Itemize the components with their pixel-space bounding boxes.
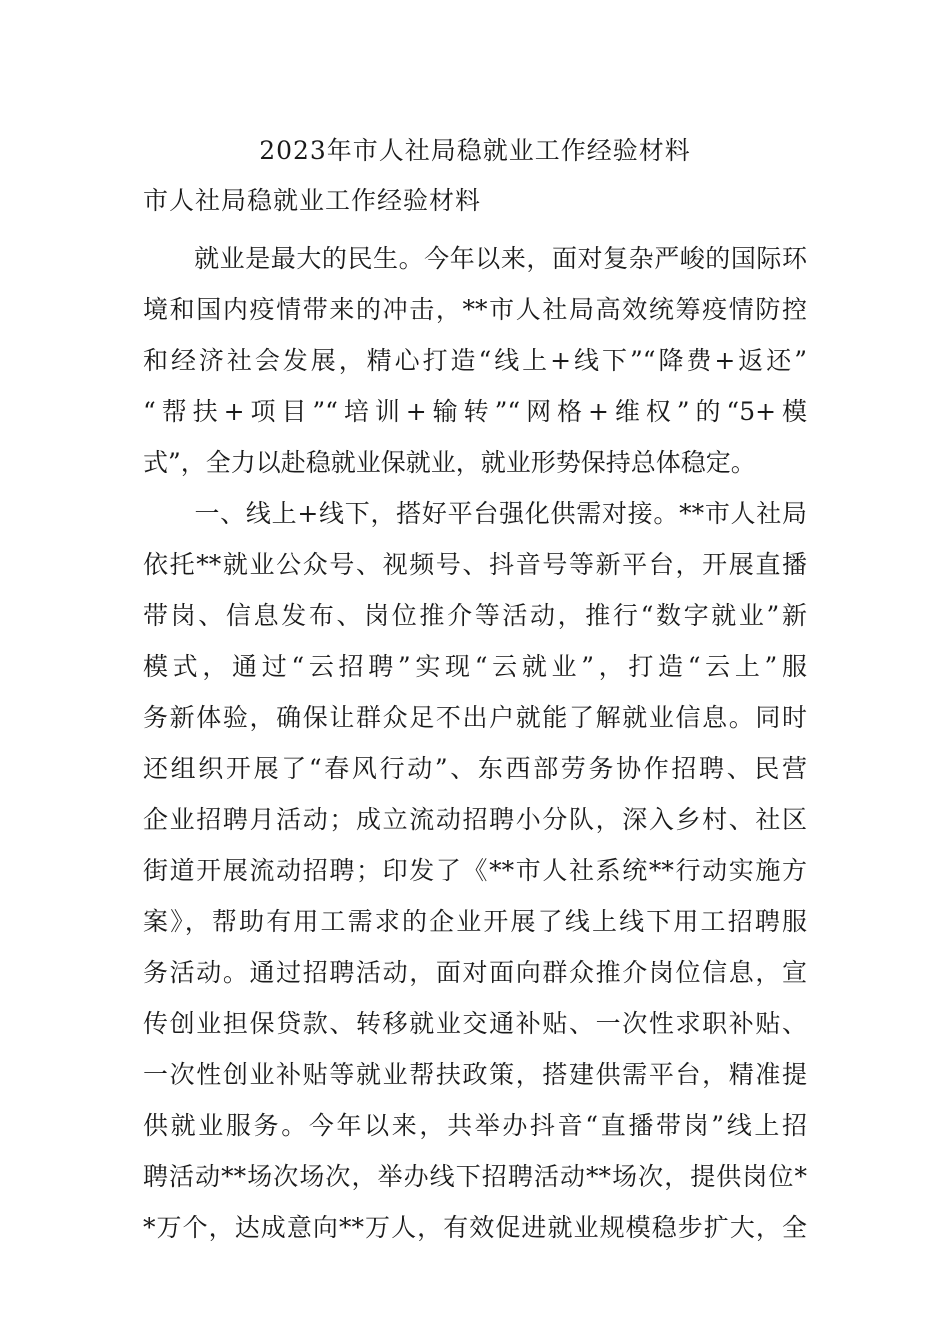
- text-line: 供就业服务。今年以来，共举办抖音“直播带岗”线上招: [143, 1111, 807, 1140]
- text-line: 街道开展流动招聘；印发了《**市人社系统**行动实施方: [143, 856, 807, 885]
- document-subtitle: 市人社局稳就业工作经验材料: [143, 186, 482, 215]
- text-line: 企业招聘月活动；成立流动招聘小分队，深入乡村、社区: [143, 805, 807, 834]
- text-line: 式”，全力以赴稳就业保就业，就业形势保持总体稳定。: [143, 448, 756, 477]
- text-line: 带岗、信息发布、岗位推介等活动，推行“数字就业”新: [143, 601, 807, 630]
- text-line: 传创业担保贷款、转移就业交通补贴、一次性求职补贴、: [143, 1009, 807, 1038]
- text-line: 模式，通过“云招聘”实现“云就业”，打造“云上”服: [143, 652, 807, 681]
- text-line: 务新体验，确保让群众足不出户就能了解就业信息。同时: [143, 703, 807, 732]
- text-line: 聘活动**场次场次，举办线下招聘活动**场次，提供岗位*: [143, 1162, 807, 1191]
- text-line: 一、线上+线下，搭好平台强化供需对接。**市人社局: [143, 499, 807, 528]
- text-line: 就业是最大的民生。今年以来，面对复杂严峻的国际环: [143, 244, 807, 273]
- text-line: “帮扶+项目”“培训+输转”“网格+维权”的“5+模: [143, 397, 807, 426]
- text-line: 和经济社会发展，精心打造“线上+线下”“降费+返还”: [143, 346, 807, 375]
- document-body: [143, 233, 807, 1253]
- text-line: 案》，帮助有用工需求的企业开展了线上线下用工招聘服: [143, 907, 807, 936]
- document-title: 2023年市人社局稳就业工作经验材料: [259, 136, 691, 165]
- text-line: 一次性创业补贴等就业帮扶政策，搭建供需平台，精准提: [143, 1060, 807, 1089]
- text-line: 依托**就业公众号、视频号、抖音号等新平台，开展直播: [143, 550, 807, 579]
- text-line: *万个，达成意向**万人，有效促进就业规模稳步扩大，全: [143, 1213, 807, 1242]
- text-line: 还组织开展了“春风行动”、东西部劳务协作招聘、民营: [143, 754, 807, 783]
- text-line: 务活动。通过招聘活动，面对面向群众推介岗位信息，宣: [143, 958, 807, 987]
- text-line: 境和国内疫情带来的冲击，**市人社局高效统筹疫情防控: [143, 295, 807, 324]
